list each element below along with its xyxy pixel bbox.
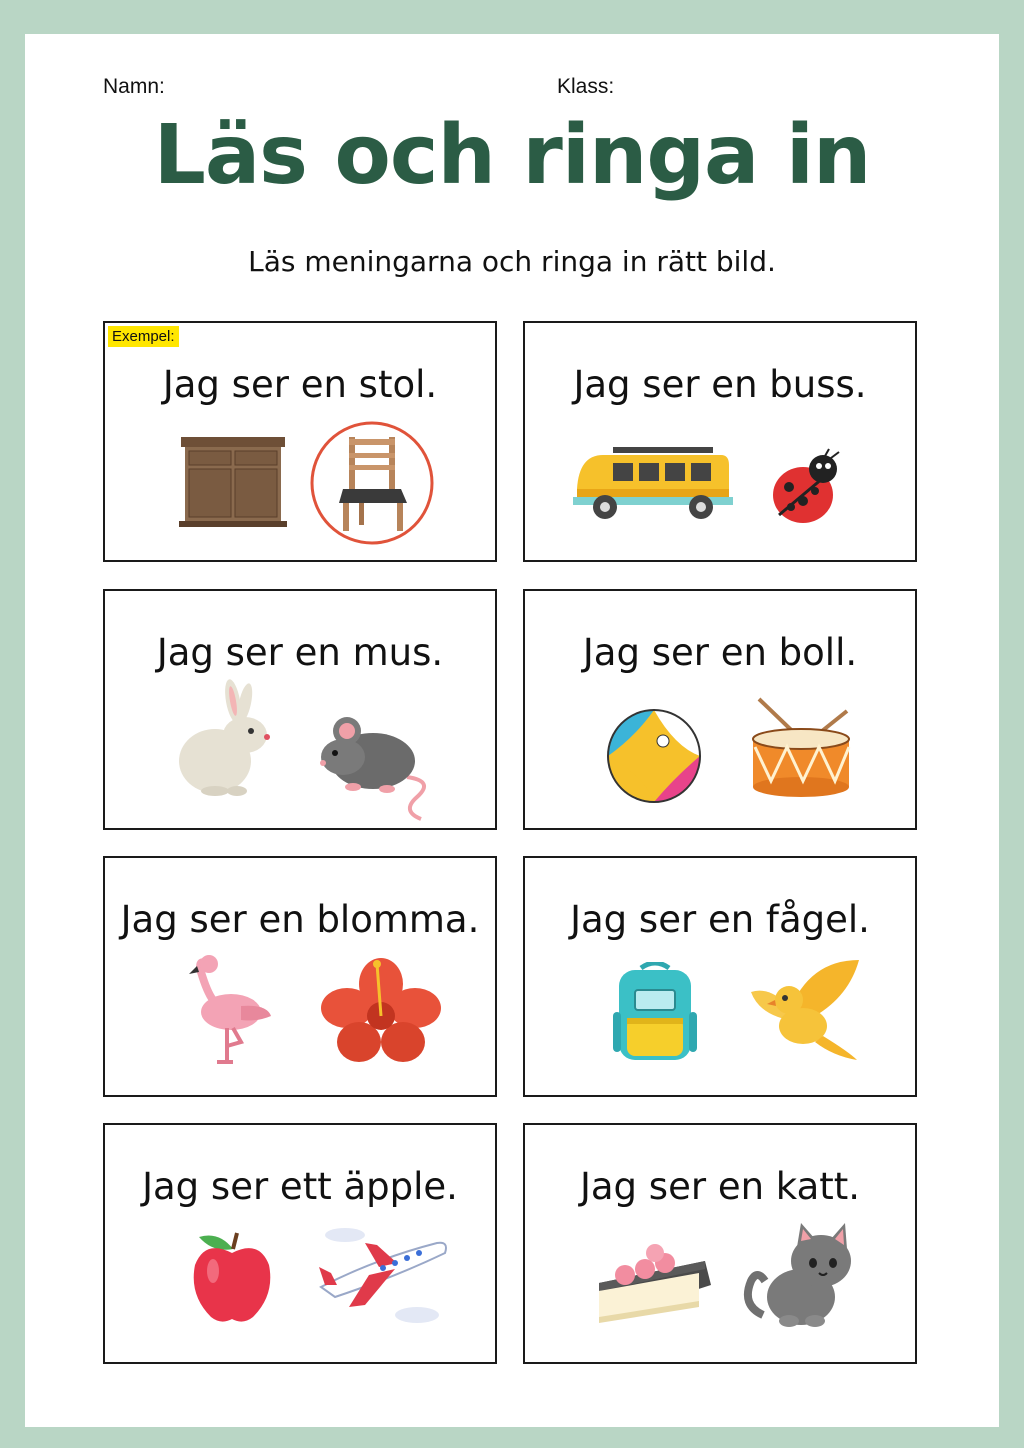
- drum-icon[interactable]: [749, 695, 853, 799]
- example-badge: Exempel:: [108, 326, 179, 347]
- cat-icon[interactable]: [741, 1221, 861, 1327]
- bus-icon[interactable]: [573, 445, 733, 523]
- rabbit-icon[interactable]: [175, 679, 275, 799]
- card-katt: [523, 1123, 917, 1364]
- card-sentence: Jag ser en katt.: [579, 1165, 861, 1208]
- apple-icon[interactable]: [189, 1225, 275, 1325]
- card-sentence: Jag ser ett äpple.: [142, 1165, 458, 1208]
- instruction-text: Läs meningarna och ringa in rätt bild.: [248, 245, 776, 278]
- card-sentence: Jag ser en buss.: [573, 363, 867, 406]
- mouse-icon[interactable]: [317, 711, 437, 823]
- card-sentence: Jag ser en boll.: [582, 631, 858, 674]
- card-stol: [103, 321, 497, 562]
- card-fagel: [523, 856, 917, 1097]
- card-sentence: Jag ser en stol.: [162, 363, 438, 406]
- page-title: Läs och ringa in: [153, 108, 871, 203]
- cake-icon[interactable]: [595, 1239, 713, 1325]
- flower-icon[interactable]: [321, 956, 441, 1066]
- flamingo-icon[interactable]: [187, 950, 277, 1066]
- card-boll: [523, 589, 917, 830]
- card-sentence: Jag ser en fågel.: [570, 898, 870, 941]
- airplane-icon[interactable]: [315, 1223, 449, 1327]
- bird-icon[interactable]: [749, 956, 865, 1064]
- card-blomma: [103, 856, 497, 1097]
- card-sentence: Jag ser en blomma.: [120, 898, 480, 941]
- name-label: Namn:: [103, 75, 165, 98]
- backpack-icon[interactable]: [613, 962, 697, 1062]
- cabinet-icon[interactable]: [179, 435, 287, 529]
- card-apple: [103, 1123, 497, 1364]
- card-sentence: Jag ser en mus.: [156, 631, 444, 674]
- ladybug-icon[interactable]: [769, 447, 845, 527]
- card-buss: [523, 321, 917, 562]
- card-mus: [103, 589, 497, 830]
- chair-icon[interactable]: [309, 421, 435, 545]
- beach-ball-icon[interactable]: [605, 707, 703, 805]
- class-label: Klass:: [557, 75, 615, 98]
